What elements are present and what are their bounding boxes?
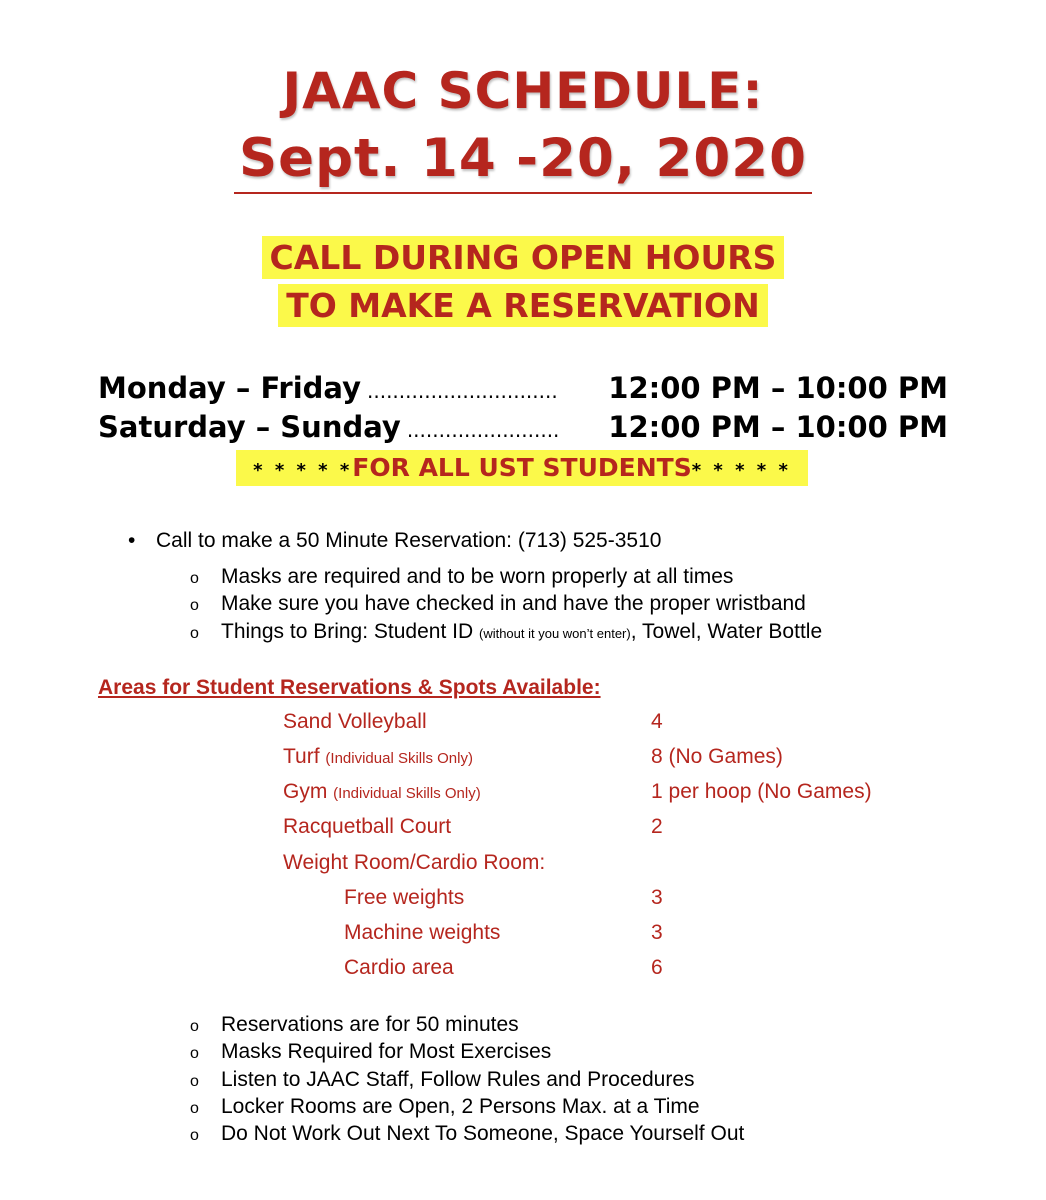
call-banner-text: TO MAKE A RESERVATION bbox=[278, 284, 767, 327]
area-name bbox=[344, 886, 464, 910]
area-label: Gym bbox=[283, 780, 328, 803]
area-name bbox=[283, 815, 451, 839]
page-title: JAAC SCHEDULE: bbox=[282, 62, 764, 120]
rule-item bbox=[190, 1040, 551, 1064]
list-item-text: Make sure you have checked in and have the proper wristband bbox=[221, 592, 806, 615]
circle-bullet-icon: o bbox=[190, 1100, 199, 1117]
list-item-text: Masks are required and to be worn properly at all times bbox=[221, 565, 734, 588]
rule-item bbox=[190, 1095, 700, 1119]
area-name bbox=[344, 921, 500, 945]
area-name bbox=[283, 780, 481, 804]
area-spots: 4 bbox=[651, 710, 663, 733]
area-name bbox=[344, 956, 454, 980]
reservation-instruction-text: Call to make a 50 Minute Reservation: (713) 525-3510 bbox=[156, 529, 662, 552]
area-label: Turf bbox=[283, 745, 320, 768]
hours-days: Monday – Friday bbox=[98, 371, 361, 405]
bring-prefix: Things to Bring: Student ID bbox=[221, 620, 474, 643]
rule-text: Listen to JAAC Staff, Follow Rules and Procedures bbox=[221, 1068, 695, 1091]
students-banner-text: FOR ALL UST STUDENTS bbox=[352, 453, 692, 482]
area-label: Machine weights bbox=[344, 921, 501, 944]
list-item bbox=[190, 592, 806, 616]
stars-right: * * * * * bbox=[691, 460, 791, 481]
bullet-icon: • bbox=[128, 529, 136, 552]
area-spots: 2 bbox=[651, 815, 663, 838]
circle-bullet-icon: o bbox=[190, 570, 199, 587]
reservation-instruction bbox=[128, 529, 661, 553]
hours-row-weekend bbox=[98, 410, 948, 450]
area-spots: 3 bbox=[651, 886, 663, 909]
rule-text: Masks Required for Most Exercises bbox=[221, 1040, 552, 1063]
areas-heading: Areas for Student Reservations & Spots Available: bbox=[98, 676, 601, 699]
call-banner-text: CALL DURING OPEN HOURS bbox=[262, 236, 785, 279]
rule-text: Locker Rooms are Open, 2 Persons Max. at a Time bbox=[221, 1095, 700, 1118]
rule-text: Do Not Work Out Next To Someone, Space Yourself Out bbox=[221, 1122, 745, 1145]
bring-suffix: , Towel, Water Bottle bbox=[630, 620, 823, 643]
circle-bullet-icon: o bbox=[190, 1045, 199, 1062]
circle-bullet-icon: o bbox=[190, 597, 199, 614]
list-item bbox=[190, 565, 733, 589]
hours-time: 12:00 PM – 10:00 PM bbox=[608, 371, 948, 405]
bring-note: (without it you won’t enter) bbox=[478, 626, 631, 641]
area-name bbox=[283, 710, 427, 734]
rule-text: Reservations are for 50 minutes bbox=[221, 1013, 519, 1036]
hours-row-weekday bbox=[98, 371, 948, 411]
date-range: Sept. 14 -20, 2020 bbox=[238, 128, 808, 189]
area-note: (Individual Skills Only) bbox=[333, 785, 481, 802]
circle-bullet-icon: o bbox=[190, 1127, 199, 1144]
area-name bbox=[283, 851, 545, 875]
hours-dots: .............................. bbox=[367, 379, 558, 403]
rule-item bbox=[190, 1068, 695, 1092]
rule-item bbox=[190, 1122, 744, 1146]
area-label: Racquetball Court bbox=[283, 815, 452, 838]
area-spots: 8 (No Games) bbox=[651, 745, 783, 768]
call-banner-line1 bbox=[0, 238, 1046, 277]
area-spots: 3 bbox=[651, 921, 663, 944]
area-spots: 6 bbox=[651, 956, 663, 979]
call-banner-line2 bbox=[0, 286, 1046, 325]
area-name bbox=[283, 745, 473, 769]
hours-days: Saturday – Sunday bbox=[98, 410, 401, 444]
area-label: Cardio area bbox=[344, 956, 454, 979]
area-spots: 1 per hoop (No Games) bbox=[651, 780, 872, 803]
area-label: Sand Volleyball bbox=[283, 710, 427, 733]
rule-item bbox=[190, 1013, 519, 1037]
list-item-things-to-bring bbox=[190, 620, 822, 644]
students-banner bbox=[236, 450, 808, 486]
hours-time: 12:00 PM – 10:00 PM bbox=[608, 410, 948, 444]
stars-left: * * * * * bbox=[253, 460, 353, 481]
hours-dots: ........................ bbox=[406, 418, 560, 442]
title-underline bbox=[234, 192, 812, 194]
area-label: Free weights bbox=[344, 886, 465, 909]
circle-bullet-icon: o bbox=[190, 1018, 199, 1035]
area-note: (Individual Skills Only) bbox=[325, 750, 473, 767]
circle-bullet-icon: o bbox=[190, 625, 199, 642]
circle-bullet-icon: o bbox=[190, 1073, 199, 1090]
area-label: Weight Room/Cardio Room: bbox=[283, 851, 546, 874]
